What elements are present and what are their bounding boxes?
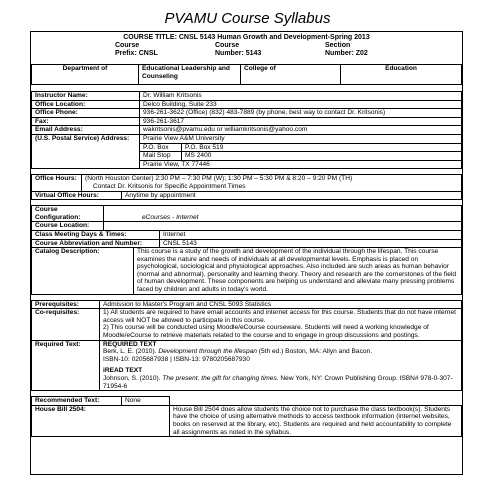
office-hours-line-1: (North Houston Center) 2:30 PM – 7:30 PM (W); 1:30 PM – 5:30 PM & 8:20 – 9:20 PM (TH) [85, 175, 353, 183]
mail-stop-value: MS 2400 [182, 152, 462, 161]
po-box-label: P.O. Box [140, 143, 182, 152]
meeting-times-value: Internet [160, 230, 462, 239]
course-title-line: COURSE TITLE: CNSL 5143 Human Growth and Development-Spring 2013 [123, 34, 370, 41]
course-location-label: Course Location: [32, 222, 104, 231]
course-configuration-value: eCourses - Internet [104, 206, 462, 222]
office-phone: 936-261-3622 (Office) (832) 483-7889 (by phone, best way to contact Dr. Kritsonis) [140, 109, 462, 118]
college-label: College of [241, 65, 341, 85]
corequisite-item-1: 1) All students are required to have email accounts and internet access for this course. Students that do not have internet access will NOT be allowed to participate in this course. [103, 309, 456, 324]
virtual-hours-label: Virtual Office Hours: [32, 191, 122, 200]
required-book-1 [103, 348, 458, 356]
required-text-label: Required Text: [32, 340, 100, 391]
fax-number: 936-261-3617 [140, 117, 462, 126]
email-link[interactable]: wakritsonis@pvamu.edu or williamkritsonis@yahoo.com [143, 126, 308, 134]
department-table [31, 64, 462, 85]
office-hours-value [82, 175, 462, 191]
section-value: Number: Z02 [325, 50, 368, 57]
catalog-description-label: Catalog Description: [32, 248, 134, 295]
postal-line-1: Prairie View A&M University [140, 134, 462, 143]
department-value: Educational Leadership and Counseling [139, 65, 241, 85]
email-label: Email Address: [32, 126, 140, 135]
recommended-table [31, 396, 462, 437]
iread-book [103, 375, 458, 390]
office-phone-label: Office Phone: [32, 109, 140, 118]
instructor-name-label: Instructor Name: [32, 92, 140, 101]
requirements-table [31, 300, 462, 392]
house-bill-label: House Bill 2504: [32, 405, 170, 436]
prefix-value: Prefix: CNSL [115, 50, 158, 57]
book1-author: Berk, L. E. (2010). [103, 348, 159, 356]
number-label: Course [215, 42, 240, 49]
recommended-spacer [170, 397, 462, 406]
prerequisites-value: Admission to Master's Program and CNSL 5093 Statistics [100, 300, 462, 309]
course-abbreviation-value: CNSL 5143 [160, 239, 462, 248]
recommended-text-label: Recommended Text: [32, 397, 122, 406]
prefix-label: Course [115, 42, 140, 49]
fax-label: Fax: [32, 117, 140, 126]
course-info-table [31, 205, 462, 295]
office-hours-label: Office Hours: [32, 175, 82, 191]
book2-publisher: New York, NY: Crown Publishing Group. ISBN# 978-0-307-71954-6 [103, 375, 453, 390]
catalog-description-text: This course is a study of the growth and development of the individual through the lifespan. This course examines the nature and needs of individuals at all developmental levels. Emphasis is placed on psychological, sociological and physiological approaches. Also included are such areas as human behavior (normal and abnormal), personality and learning theory. Theory and research are the cornerstones of the field of human development. These components are helping us understand and alleviate many pressing problems faced by children and adults in today's world. [134, 248, 462, 295]
book1-isbn: ISBN-10: 0205687938 | ISBN-13: 9780205687930 [103, 355, 250, 363]
corequisites-label: Co-requisites: [32, 309, 100, 340]
office-location: Delco Building, Suite 233 [140, 100, 462, 109]
house-bill-text: House Bill 2504 does allow students the choice not to purchase the class textbook(s). Students have the choice of using alternative methods to access textbook information (internet websites, books on reserved at the library, etc). Students are required and held accountability to complete all assignments as noted in the syllabus. [170, 405, 462, 436]
course-configuration-label: Course Configuration: [32, 206, 104, 222]
course-header-values [31, 50, 462, 58]
course-abbreviation-label: Course Abbreviation and Number: [32, 239, 160, 248]
prerequisites-label: Prerequisites: [32, 300, 100, 309]
email-address[interactable] [140, 126, 462, 135]
instructor-table [31, 91, 462, 169]
required-text-heading: REQUIRED TEXT [103, 340, 157, 348]
virtual-hours-value: Anytime by appointment [122, 191, 462, 200]
number-value: Number: 5143 [215, 50, 262, 57]
office-hours-line-2: Contact Dr. Kritsonis for Specific Appointment Times [93, 182, 246, 190]
course-header-labels [31, 42, 462, 50]
book1-publisher: (5th ed.) Boston, MA: Allyn and Bacon. [256, 348, 373, 356]
recommended-text-value: None [122, 397, 170, 406]
college-value: Education [341, 65, 462, 85]
document-title: PVAMU Course Syllabus [164, 10, 331, 27]
office-hours-table [31, 174, 462, 200]
meeting-times-label: Class Meeting Days & Times: [32, 230, 160, 239]
book2-title: The present, the gift for changing times. [162, 375, 279, 382]
corequisites-value [100, 309, 462, 340]
corequisite-item-2: 2) This course will be conducted using Moodle/eCourse courseware. Students will need a working knowledge of Moodle/eCourse to retrieve materials related to the course and to engage in group discussions and postings. [103, 324, 429, 340]
course-header [31, 32, 462, 64]
postal-city: Prairie View, TX 77446 [140, 160, 462, 169]
book2-author: Johnson, S. (2010). [103, 375, 163, 382]
mail-stop-label: Mail Stop [140, 152, 182, 161]
postal-address-label: (U.S. Postal Service) Address: [32, 134, 140, 168]
iread-text-heading: iREAD TEXT [103, 367, 143, 375]
syllabus-frame [30, 31, 463, 475]
department-label: Department of [32, 65, 139, 85]
required-text-value [100, 340, 462, 391]
book1-title: Development through the lifespan [158, 348, 257, 356]
course-location-value [104, 222, 462, 231]
section-label: Section [325, 42, 351, 49]
po-box-value: P.O. Box 519 [182, 143, 462, 152]
office-location-label: Office Location: [32, 100, 140, 109]
instructor-name: Dr. William Kritsonis [140, 92, 462, 101]
